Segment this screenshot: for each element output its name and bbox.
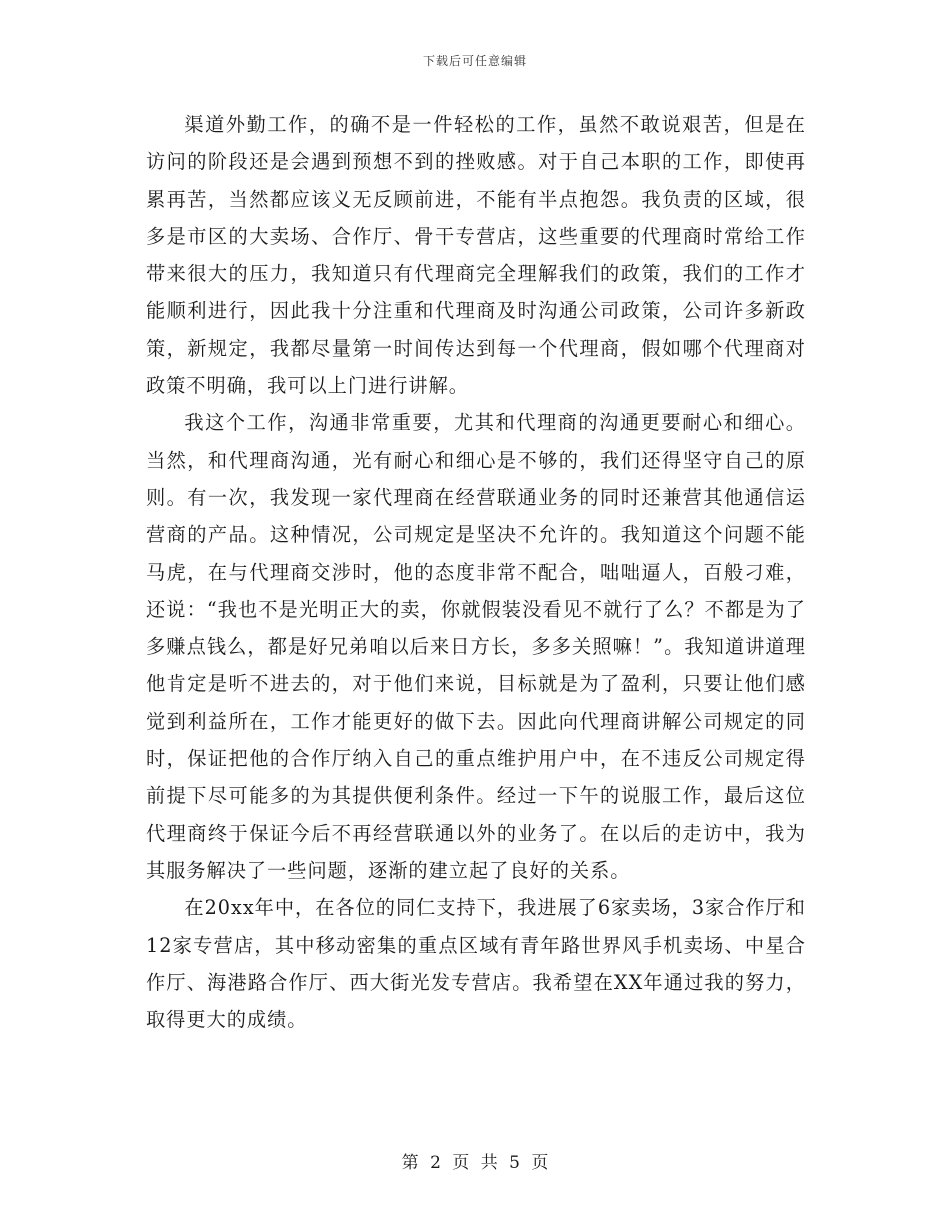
page-number-footer: 第 2 页 共 5 页 [401,1153,549,1173]
body-paragraph-1: 渠道外勤工作，的确不是一件轻松的工作，虽然不敢说艰苦，但是在访问的阶段还是会遇到预想不到的挫败感。对于自己本职的工作，即使再累再苦，当然都应该义无反顾前进，不能有半点抱怨。我负责的区域，很多是市区的大卖场、合作厅、骨干专营店，这些重要的代理商时常给工作带来很大的压力，我知道只有代理商完全理解我们的政策，我们的工作才能顺利进行，因此我十分注重和代理商及时沟通公司政策，公司许多新政策，新规定，我都尽量第一时间传达到每一个代理商，假如哪个代理商对政策不明确，我可以上门进行讲解。 [146,113,806,398]
document-body [146,106,806,1038]
body-paragraph-3: 在20xx年中，在各位的同仁支持下，我进展了6家卖场，3家合作厅和12家专营店，其中移动密集的重点区域有青年路世界风手机卖场、中星合作厅、海港路合作厅、西大街光发专营店。我希望在XX年通过我的努力，取得更大的成绩。 [146,896,806,1032]
body-paragraph-2: 我这个工作，沟通非常重要，尤其和代理商的沟通更要耐心和细心。当然，和代理商沟通，光有耐心和细心是不够的，我们还得坚守自己的原则。有一次，我发现一家代理商在经营联通业务的同时还兼营其他通信运营商的产品。这种情况，公司规定是坚决不允许的。我知道这个问题不能马虎，在与代理商交涉时，他的态度非常不配合，咄咄逼人，百般刁难，还说：“我也不是光明正大的卖，你就假装没看见不就行了么？不都是为了多赚点钱么，都是好兄弟咱以后来日方长，多多关照嘛！”。我知道讲道理他肯定是听不进去的，对于他们来说，目标就是为了盈利，只要让他们感觉到利益所在，工作才能更好的做下去。因此向代理商讲解公司规定的同时，保证把他的合作厅纳入自己的重点维护用户中，在不违反公司规定得前提下尽可能多的为其提供便利条件。经过一下午的说服工作，最后这位代理商终于保证今后不再经营联通以外的业务了。在以后的走访中，我为其服务解决了一些问题，逐渐的建立起了良好的关系。 [146,411,806,882]
page-header: 下载后可任意编辑 [422,54,527,68]
